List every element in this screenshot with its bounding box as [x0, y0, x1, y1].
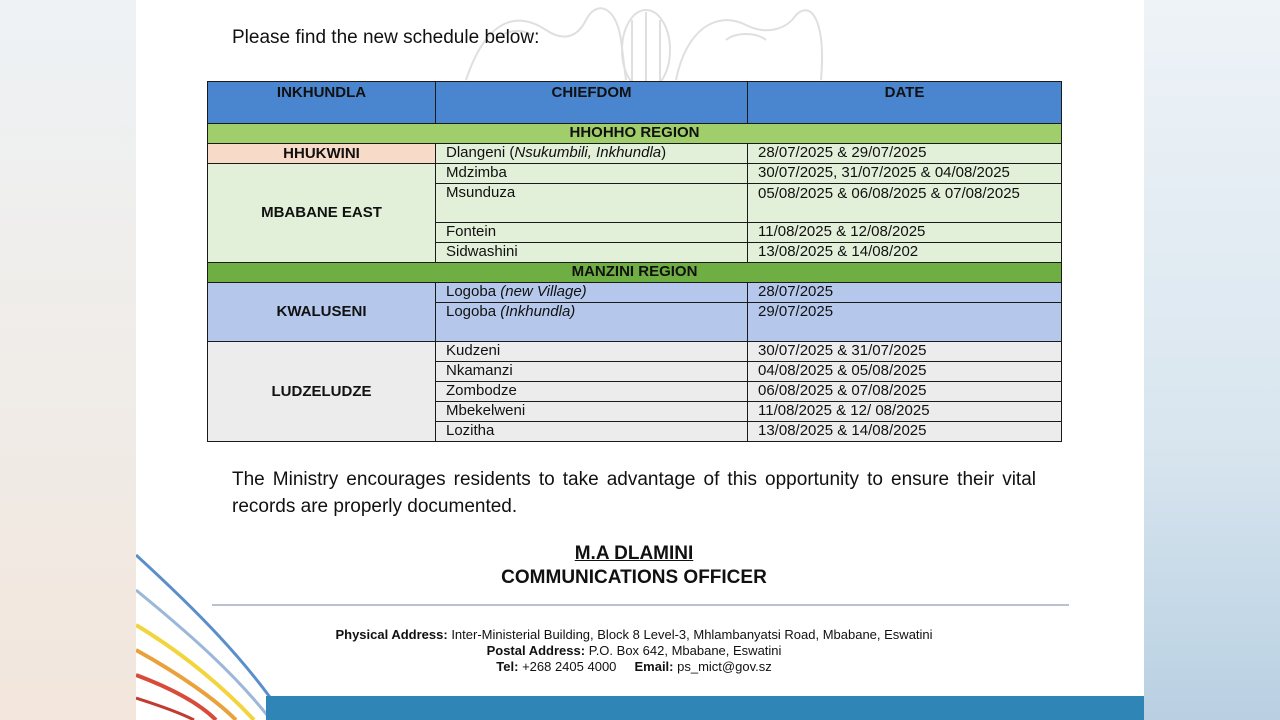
chiefdom-cell: Nkamanzi — [436, 362, 748, 382]
chiefdom-note: (Inkhundla) — [500, 303, 576, 320]
region-row-manzini — [208, 263, 1062, 283]
tel-value: +268 2405 4000 — [522, 659, 617, 674]
postal-address-value: P.O. Box 642, Mbabane, Eswatini — [588, 643, 782, 658]
chiefdom-cell: Mdzimba — [436, 164, 748, 184]
table-row — [208, 144, 1062, 164]
table-header-row — [208, 82, 1062, 124]
table-row — [208, 164, 1062, 184]
date-cell: 28/07/2025 & 29/07/2025 — [748, 144, 1062, 164]
chiefdom-text: Logoba — [446, 283, 501, 300]
email-value: ps_mict@gov.sz — [677, 659, 772, 674]
table-row — [208, 342, 1062, 362]
chiefdom-cell — [436, 303, 748, 342]
signatory-title: COMMUNICATIONS OFFICER — [501, 567, 767, 588]
date-cell: 11/08/2025 & 12/08/2025 — [748, 223, 1062, 243]
chiefdom-text: Dlangeni ( — [446, 144, 515, 161]
chiefdom-cell: Lozitha — [436, 422, 748, 442]
chiefdom-cell: Sidwashini — [436, 243, 748, 263]
chiefdom-cell: Zombodze — [436, 382, 748, 402]
intro-text: Please find the new schedule below: — [232, 27, 540, 48]
date-cell: 13/08/2025 & 14/08/2025 — [748, 422, 1062, 442]
date-cell: 30/07/2025, 31/07/2025 & 04/08/2025 — [748, 164, 1062, 184]
background-right-blur — [1144, 0, 1280, 720]
footer-band — [266, 696, 1144, 720]
date-cell: 04/08/2025 & 05/08/2025 — [748, 362, 1062, 382]
table-row — [208, 283, 1062, 303]
date-cell: 29/07/2025 — [748, 303, 1062, 342]
date-cell: 05/08/2025 & 06/08/2025 & 07/08/2025 — [748, 184, 1062, 223]
chiefdom-cell — [436, 283, 748, 303]
tel-label: Tel: — [496, 659, 519, 674]
closing-paragraph: The Ministry encourages residents to take advantage of this opportunity to ensure their vital records are properly documented. — [232, 469, 1036, 517]
header-date: DATE — [748, 82, 1062, 124]
chiefdom-note: Nsukumbili, Inkhundla — [514, 144, 662, 161]
physical-address-label: Physical Address: — [335, 627, 448, 642]
date-cell: 30/07/2025 & 31/07/2025 — [748, 342, 1062, 362]
background-left-blur — [0, 0, 136, 720]
inkhundla-cell: KWALUSENI — [208, 283, 436, 342]
region-row-hhohho — [208, 124, 1062, 144]
chiefdom-note: (new Village) — [500, 283, 587, 300]
schedule-table — [207, 81, 1062, 442]
signatory-name: M.A DLAMINI — [574, 543, 694, 564]
inkhundla-cell: LUDZELUDZE — [208, 342, 436, 442]
chiefdom-cell: Mbekelweni — [436, 402, 748, 422]
chiefdom-suffix: ) — [661, 144, 667, 161]
chiefdom-cell: Msunduza — [436, 184, 748, 223]
postal-address-label: Postal Address: — [486, 643, 586, 658]
region-label: HHOHHO REGION — [208, 124, 1062, 144]
chiefdom-text: Logoba — [446, 303, 501, 320]
document-page — [136, 0, 1144, 720]
inkhundla-cell: HHUKWINI — [208, 144, 436, 164]
physical-address-value: Inter-Ministerial Building, Block 8 Level-3, Mhlambanyatsi Road, Mbabane, Eswatini — [451, 627, 933, 642]
header-inkhundla: INKHUNDLA — [208, 82, 436, 124]
email-label: Email: — [634, 659, 674, 674]
date-cell: 11/08/2025 & 12/ 08/2025 — [748, 402, 1062, 422]
date-cell: 13/08/2025 & 14/08/202 — [748, 243, 1062, 263]
date-cell: 28/07/2025 — [748, 283, 1062, 303]
header-chiefdom: CHIEFDOM — [436, 82, 748, 124]
region-label: MANZINI REGION — [208, 263, 1062, 283]
date-cell: 06/08/2025 & 07/08/2025 — [748, 382, 1062, 402]
decorative-swoosh — [136, 540, 426, 720]
chiefdom-cell: Kudzeni — [436, 342, 748, 362]
chiefdom-cell: Fontein — [436, 223, 748, 243]
inkhundla-cell: MBABANE EAST — [208, 164, 436, 263]
chiefdom-cell — [436, 144, 748, 164]
